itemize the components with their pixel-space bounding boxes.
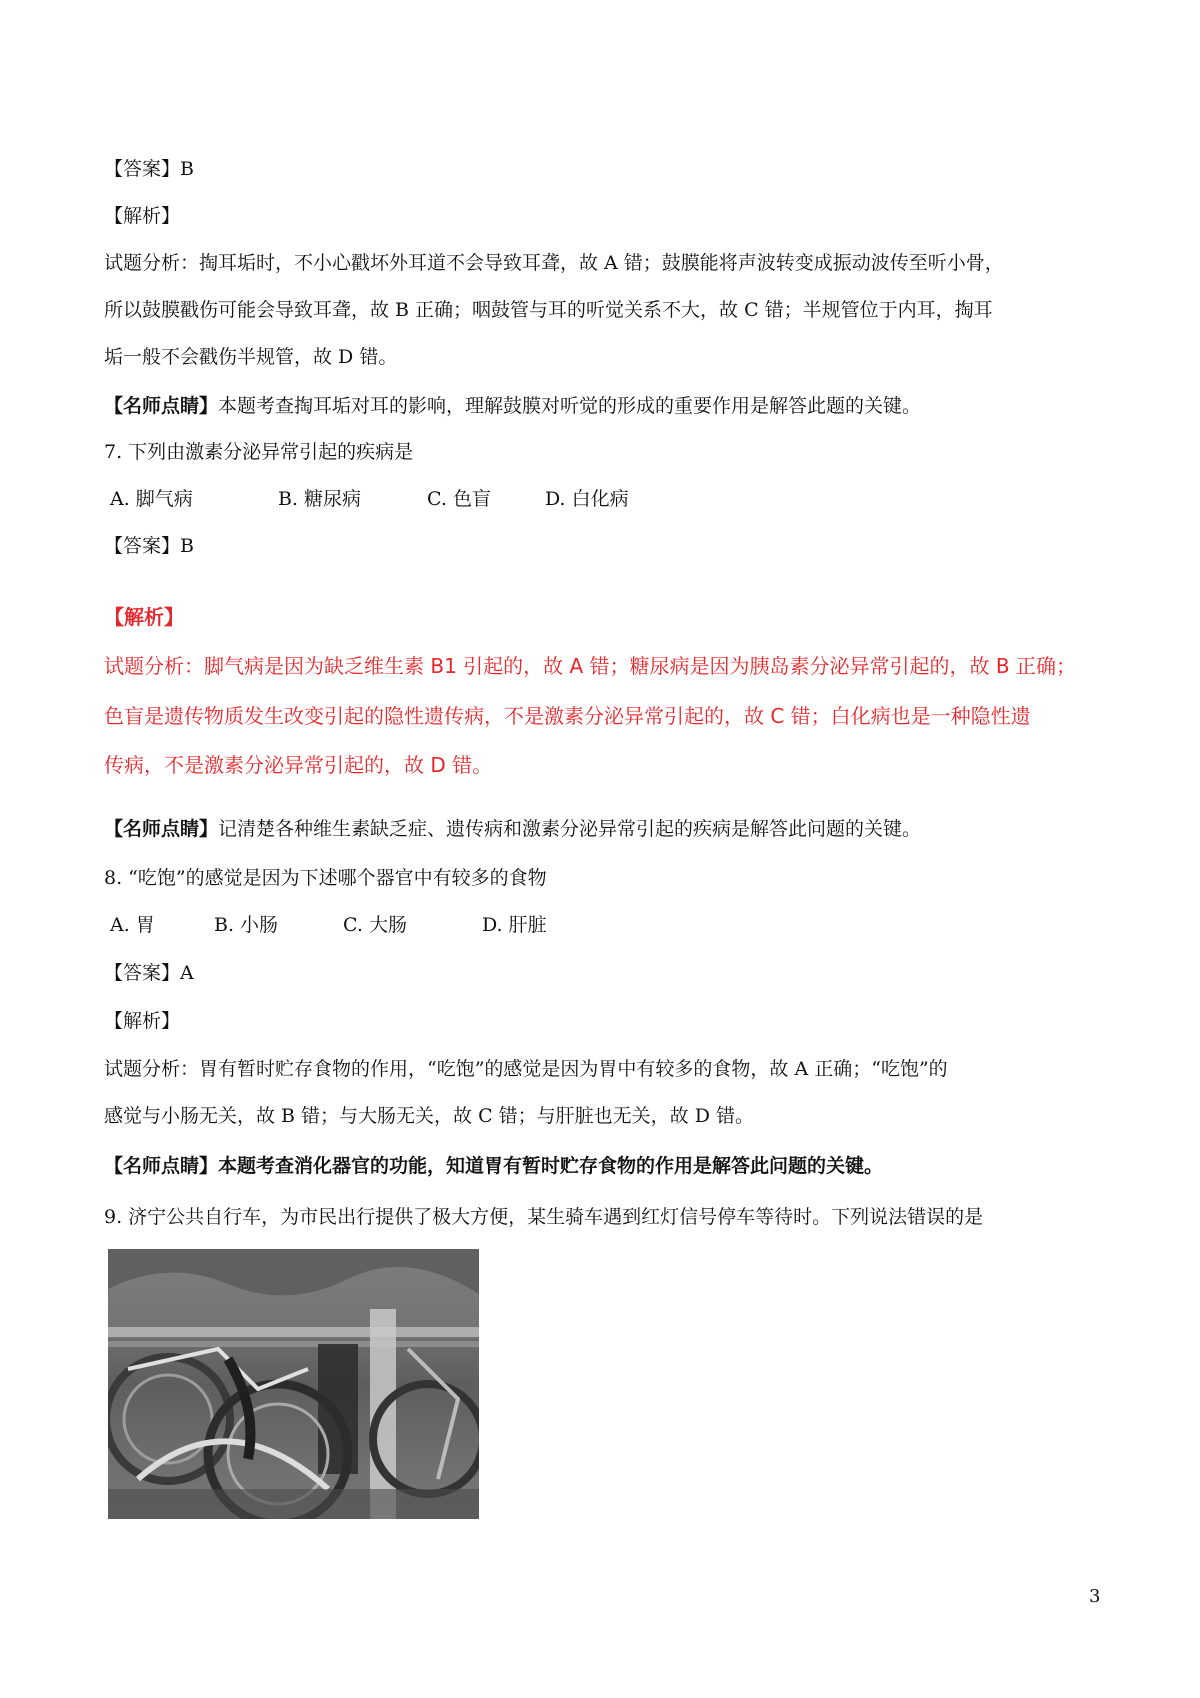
- q9-question: 9. 济宁公共自行车，为市民出行提供了极大方便，某生骑车遇到红灯信号停车等待时。下列说法错误的是: [104, 1206, 984, 1228]
- bicycle-photo: [108, 1249, 479, 1519]
- q6-analysis-title: 【解析】: [104, 205, 181, 227]
- q6-analysis-line-2: 所以鼓膜戳伤可能会导致耳聋，故 B 正确；咽鼓管与耳的听觉关系不大，故 C 错；半规管位于内耳，掏耳: [104, 299, 993, 321]
- page-number: 3: [1089, 1586, 1101, 1607]
- q7-question: 7. 下列由激素分泌异常引起的疾病是: [104, 441, 414, 463]
- q8-analysis-line-2: 感觉与小肠无关，故 B 错；与大肠无关，故 C 错；与肝脏也无关，故 D 错。: [104, 1105, 754, 1127]
- q8-tip-label: 【名师点睛】: [104, 1155, 219, 1177]
- q7-analysis-line-2: 色盲是遗传物质发生改变引起的隐性遗传病，不是激素分泌异常引起的，故 C 错；白化病也是一种隐性遗: [104, 704, 1031, 728]
- q8-option-b: B. 小肠: [214, 914, 279, 936]
- q8-option-c: C. 大肠: [343, 914, 407, 936]
- q6-tip-text: 本题考查掏耳垢对耳的影响，理解鼓膜对听觉的形成的重要作用是解答此题的关键。: [218, 395, 922, 417]
- q7-option-d: D. 白化病: [545, 488, 629, 510]
- q6-analysis-line-3: 垢一般不会戳伤半规管，故 D 错。: [104, 346, 398, 368]
- q6-tip-label: 【名师点睛】: [104, 395, 219, 417]
- q8-answer: 【答案】A: [104, 962, 194, 984]
- q7-analysis-line-3: 传病，不是激素分泌异常引起的，故 D 错。: [104, 753, 493, 777]
- q7-option-b: B. 糖尿病: [278, 488, 362, 510]
- q7-option-a: A. 脚气病: [110, 488, 193, 510]
- q6-tip: [104, 392, 921, 420]
- q8-analysis-line-1: 试题分析：胃有暂时贮存食物的作用，“吃饱”的感觉是因为胃中有较多的食物，故 A 正确；“吃饱”的: [104, 1058, 948, 1080]
- q8-analysis-title: 【解析】: [104, 1010, 181, 1032]
- q7-tip-text: 记清楚各种维生素缺乏症、遗传病和激素分泌异常引起的疾病是解答此问题的关键。: [218, 818, 922, 840]
- q6-answer: 【答案】B: [104, 158, 194, 180]
- q8-question: 8. “吃饱”的感觉是因为下述哪个器官中有较多的食物: [104, 867, 547, 889]
- q7-analysis-title: 【解析】: [104, 605, 184, 629]
- q7-option-c: C. 色盲: [427, 488, 491, 510]
- q7-answer: 【答案】B: [104, 535, 194, 557]
- q7-tip-label: 【名师点睛】: [104, 818, 219, 840]
- q8-tip-text: 本题考查消化器官的功能，知道胃有暂时贮存食物的作用是解答此问题的关键。: [218, 1155, 884, 1177]
- q7-tip: [104, 815, 921, 843]
- q8-option-a: A. 胃: [110, 914, 155, 936]
- q8-tip: [104, 1152, 883, 1180]
- q7-analysis-line-1: 试题分析：脚气病是因为缺乏维生素 B1 引起的，故 A 错；糖尿病是因为胰岛素分泌异常引起的，故 B 正确；: [104, 654, 1076, 678]
- q8-option-d: D. 肝脏: [482, 914, 547, 936]
- q6-analysis-line-1: 试题分析：掏耳垢时，不小心戳坏外耳道不会导致耳聋，故 A 错；鼓膜能将声波转变成振动波传至听小骨，: [104, 252, 1004, 274]
